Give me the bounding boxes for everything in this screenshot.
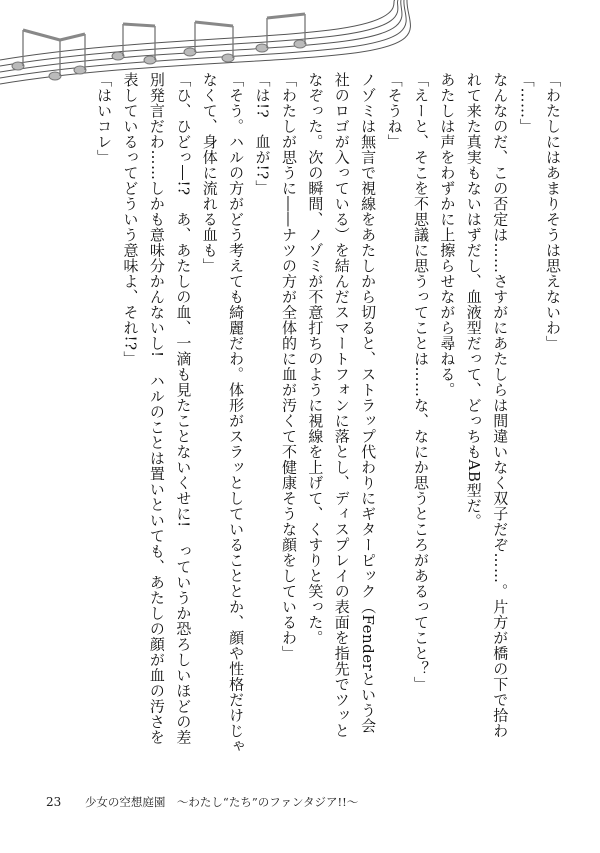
page-footer xyxy=(46,794,358,810)
text-line: なんなのだ、この否定は……さすがにあたしらは間違いなく双子だぞ……。片方が橋の下で拾わ xyxy=(491,72,510,739)
text-line: ノゾミは無言で視線をあたしから切ると、ストラップ代わりにギターピック（Fenderという会 xyxy=(359,72,378,734)
text-line: 「ひ、ひどっ―!? あ、あたしの血、一滴も見たことないくせに! っていうか恐ろしいほどの差 xyxy=(174,72,193,745)
text-line: 「はいコレ」 xyxy=(95,72,114,165)
text-line: 別発言だわ……しかも意味分かんないし! ハルのことは置いといても、あたしの顔が血の汚さを xyxy=(147,72,166,746)
text-line: 「わたしにはあまりそうは思えないわ」 xyxy=(544,72,562,351)
text-line: 「えーと、そこを不思議に思うってことは……な、なにか思うところがあるってこと？」 xyxy=(411,72,430,692)
novel-body-text xyxy=(46,72,566,777)
book-title: 少女の空想庭園 ～わたし“たち”のファンタジア!!～ xyxy=(84,795,359,809)
text-line: 「そうね」 xyxy=(385,72,404,150)
text-line: 「……」 xyxy=(517,72,536,134)
text-line: あたしは声をわずかに上擦らせながら尋ねる。 xyxy=(438,72,457,398)
text-line: 社のロゴが入っている）を結んだスマートフォンに落とし、ディスプレイの表面を指先でツッと xyxy=(332,72,351,739)
text-line: 「わたしが思うに――ナツの方が全体的に血が汚くて不健康そうな顔をしているわ」 xyxy=(279,72,298,661)
text-line: なくて、身体に流れる血も」 xyxy=(200,72,219,274)
text-line: 「そう。ハルの方がどう考えても綺麗だわ。体形がスラッとしていることとか、顔や性格だけじゃ xyxy=(227,72,246,754)
text-line: 「は!? 血が!?」 xyxy=(253,72,272,196)
text-line: れて来た真実もないはずだし、血液型だって、どっちもAB型だ。 xyxy=(464,72,483,529)
text-line: 表しているってどういう意味よ、それ!?」 xyxy=(121,72,140,367)
page-number: 23 xyxy=(46,795,62,809)
text-line: なぞった。次の瞬間、ノゾミが不意打ちのように視線を上げて、くすりと笑った。 xyxy=(306,72,325,646)
